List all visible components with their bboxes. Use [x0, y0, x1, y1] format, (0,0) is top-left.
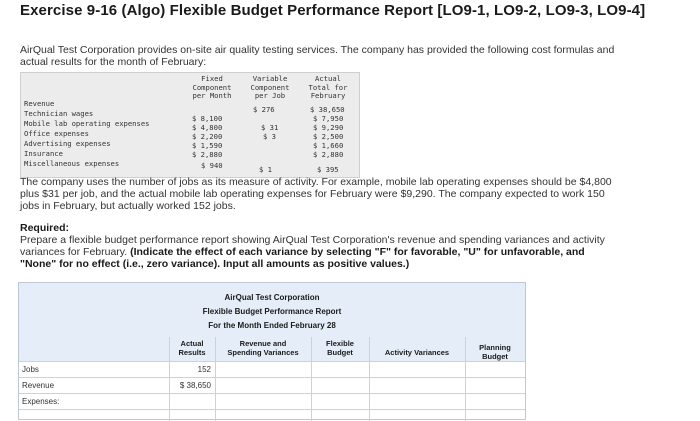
header-actual-l3: February: [310, 91, 346, 100]
required-text: Prepare a flexible budget performance report showing AirQual Test Corporation's revenue and spending variances and activity variances for February.: [20, 234, 605, 258]
header-actual-l2: Total for: [308, 82, 348, 92]
variable-value: $ 276: [253, 105, 275, 114]
col-activity-variances: Activity Variances: [384, 348, 450, 357]
required-heading: Required:: [20, 222, 70, 234]
row-label: Advertising expenses: [24, 139, 111, 148]
required-section: [20, 222, 620, 270]
activity-explanation: The company uses the number of jobs as its measure of activity. For example, mobile lab operating expenses should be $4,800 plus $31 per job, and the actual mobile lab operating expenses for February were $9,290. The company expected to work 150 jobs in February, but actually worked 152 jobs.: [20, 176, 612, 212]
header-variable-l1: Variable: [252, 74, 288, 83]
header-variable: [241, 75, 299, 101]
col-plan-l2: Budget: [482, 352, 508, 361]
intro-paragraph: AirQual Test Corporation provides on-site air quality testing services. The company has provided the following cost formulas and actual results for the month of February:: [20, 44, 615, 68]
actual-jobs-value: 152: [197, 365, 211, 374]
actual-value: $ 1,660: [313, 141, 344, 150]
grid-line: [19, 377, 525, 378]
header-variable-l3: per Job: [254, 91, 286, 100]
header-actual-l1: Actual: [315, 74, 341, 83]
variable-value: $ 3: [263, 132, 276, 141]
exercise-title: Exercise 9-16 (Algo) Flexible Budget Performance Report [LO9-1, LO9-2, LO9-3, LO9-4]: [20, 2, 646, 19]
col-flexible-budget: [311, 339, 369, 357]
report-name: Flexible Budget Performance Report: [202, 307, 342, 316]
actual-value: $ 9,290: [313, 123, 344, 132]
row-jobs-label: Jobs: [22, 365, 39, 374]
report-period: For the Month Ended February 28: [208, 321, 336, 330]
actual-value: $ 7,950: [313, 114, 344, 123]
col-plan-l1: Planning: [479, 343, 511, 352]
grid-line: [19, 393, 525, 394]
col-planning-budget: [465, 343, 525, 361]
col-actual-l2: Results: [178, 348, 206, 357]
row-label: Mobile lab operating expenses: [24, 119, 150, 128]
actual-revenue-value: $ 38,650: [179, 381, 211, 390]
header-actual: [299, 75, 357, 101]
fixed-value: $ 1,590: [192, 141, 223, 150]
required-instructions: (Indicate the effect of each variance by selecting "F" for favorable, "U" for unfavorable, and "None" for no effect (i.e., zero variance). Input all amounts as positive values.): [20, 246, 585, 270]
col-rev-l1: Revenue and: [239, 339, 287, 348]
col-flex-l1: Flexible: [326, 339, 354, 348]
row-label: Technician wages: [24, 109, 94, 118]
header-variable-l2: Component: [250, 82, 290, 92]
grid-line: [19, 361, 525, 362]
fixed-value: $ 2,880: [192, 150, 223, 159]
intro-text: [20, 44, 620, 68]
grid-line: [19, 409, 525, 410]
cost-formula-table: [20, 72, 360, 178]
header-fixed-l3: per Month: [192, 91, 232, 100]
actual-value: $ 2,880: [313, 150, 344, 159]
row-revenue-label: Revenue: [22, 381, 55, 390]
header-fixed: [181, 75, 243, 101]
row-label: Revenue: [24, 99, 55, 108]
fixed-value: $ 8,100: [192, 114, 223, 123]
fixed-value: $ 2,200: [192, 132, 223, 141]
flexible-budget-report: [18, 282, 526, 420]
col-actual-l1: Actual: [180, 339, 204, 348]
row-label: Insurance: [24, 149, 63, 158]
actual-value: $ 38,650: [310, 105, 345, 114]
actual-value: $ 395: [317, 165, 339, 174]
col-rev-l2: Spending Variances: [227, 348, 299, 357]
col-flex-l2: Budget: [327, 348, 353, 357]
fixed-value: $ 940: [201, 161, 223, 170]
variable-value: $ 31: [261, 123, 279, 132]
actual-value: $ 2,500: [313, 132, 344, 141]
variable-value: $ 1: [259, 165, 272, 174]
col-actual-results: [169, 339, 215, 357]
header-fixed-l1: Fixed: [201, 74, 223, 83]
row-label: Miscellaneous expenses: [24, 159, 120, 168]
row-label: Office expenses: [24, 129, 89, 138]
row-expenses-label: Expenses:: [22, 397, 60, 406]
fixed-value: $ 4,800: [192, 123, 223, 132]
header-fixed-l2: Component: [192, 82, 232, 92]
report-company: AirQual Test Corporation: [224, 293, 320, 302]
col-revenue-spending-variances: [215, 339, 311, 357]
